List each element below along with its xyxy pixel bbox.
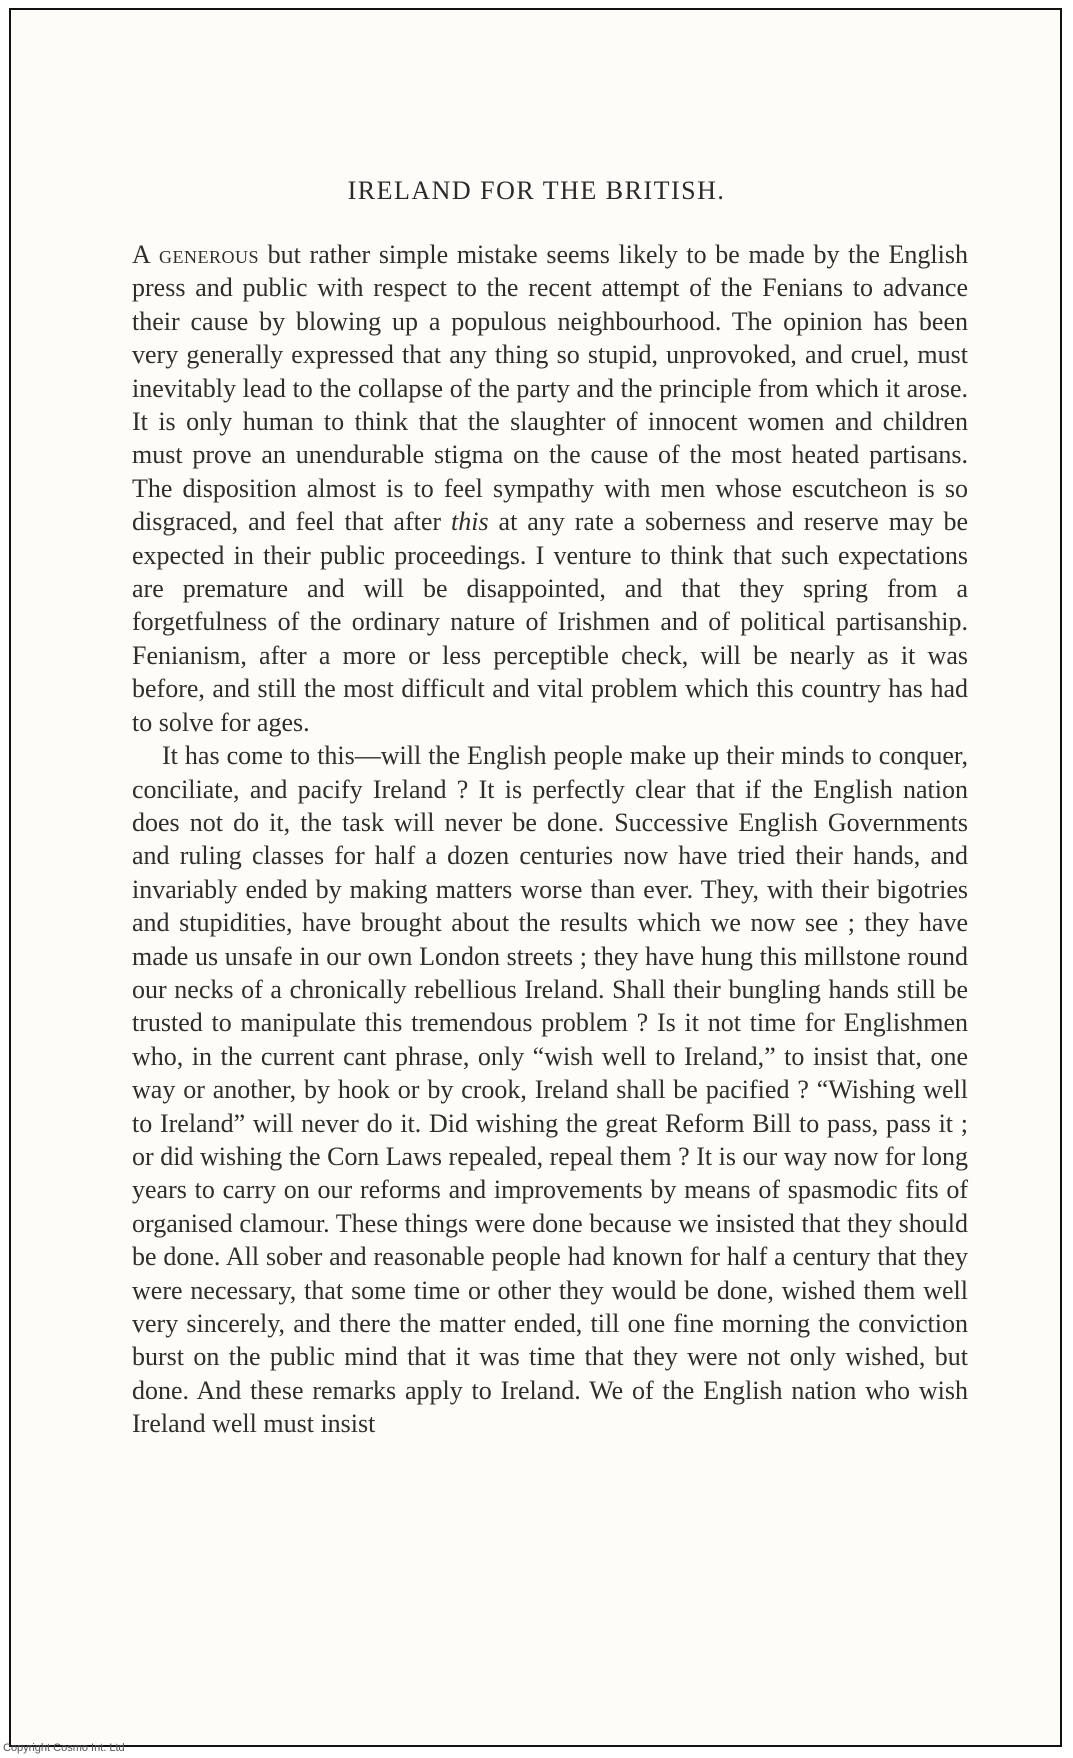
paragraph-1-text-a: but rather simple mistake seems likely to be made by the English press and public with respect to the recent attempt of the Fenians to advance their cause by blowing up a populous neighbourhood. The opinion has been very generally expressed that any thing so stupid, unprovoked, and cruel, must inevitably lead to the collapse of the party and the principle from which it arose. It is only human to think that the slaughter of innocent women and children must prove an unendurable stigma on the cause of the most heated partisans. The disposition almost is to feel sympathy with men whose escutcheon is so disgraced, and feel that after	[132, 240, 968, 537]
paragraph-1-text-b: at any rate a soberness and reserve may be expected in their public proceedings. I venture to think that such expectations are premature and will be disappointed, and that they spring from a forgetfulness of the ordinary nature of Irishmen and of political partisanship. Fenianism, after a more or less perceptible check, will be nearly as it was before, and still the most difficult and vital problem which this country has had to solve for ages.	[132, 507, 968, 737]
copyright-notice: Copyright Cosmo Int. Ltd	[3, 1742, 125, 1754]
paragraph-1	[132, 238, 968, 739]
paragraph-1-lead: A generous	[132, 240, 260, 269]
paragraph-1-emphasis: this	[451, 507, 489, 537]
paragraph-2: It has come to this—will the English people make up their minds to conquer, conciliate, and pacify Ireland ? It is perfectly clear that if the English nation does not do it, the task will never be done. Successive English Governments and ruling classes for half a dozen centuries now have tried their hands, and invariably ended by making matters worse than ever. They, with their bigotries and stupidities, have brought about the results which we now see ; they have made us unsafe in our own London streets ; they have hung this millstone round our necks of a chronically rebellious Ireland. Shall their bungling hands still be trusted to manipulate this tremendous problem ? Is it not time for Englishmen who, in the current cant phrase, only “wish well to Ireland,” to insist that, one way or another, by hook or by crook, Ireland shall be pacified ? “Wishing well to Ireland” will never do it. Did wishing the great Reform Bill to pass, pass it ; or did wishing the Corn Laws repealed, repeal them ? It is our way now for long years to carry on our reforms and improvements by means of spasmodic fits of organised clamour. These things were done because we insisted that they should be done. All sober and reasonable people had known for half a century that they were necessary, that some time or other they would be done, wished them well very sincerely, and there the matter ended, till one fine morning the conviction burst on the public mind that it was time that they were not only wished, but done. And these remarks apply to Ireland. We of the English nation who wish Ireland well must insist	[132, 741, 968, 1439]
article-body	[132, 238, 968, 1441]
article-title: IRELAND FOR THE BRITISH.	[347, 176, 726, 205]
